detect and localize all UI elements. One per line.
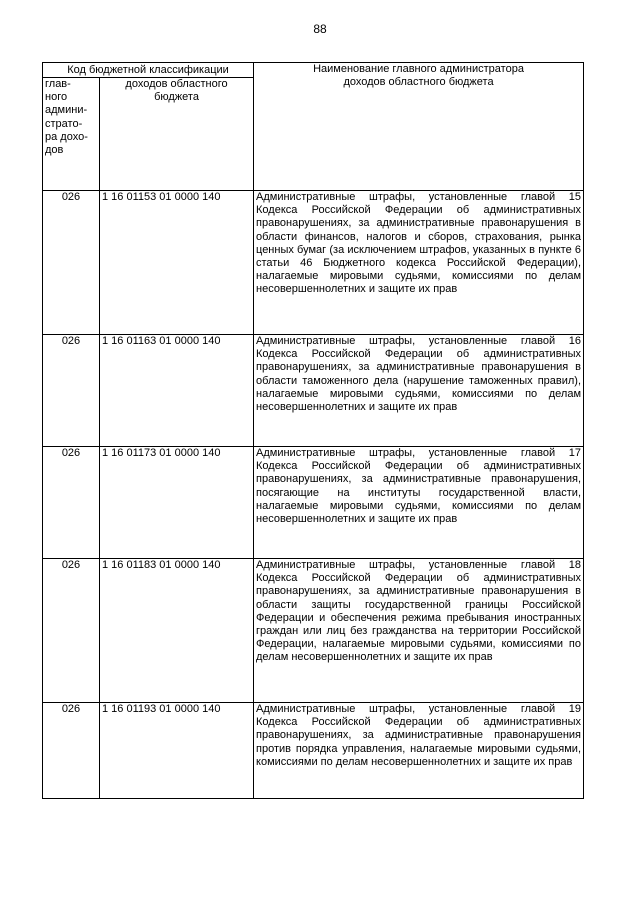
description-cell	[254, 335, 584, 447]
revenue-code-cell: 1 16 01183 01 0000 140	[100, 559, 254, 703]
description-text: Административные штрафы, установленные главой 17 Кодекса Российской Федерации об административных правонарушениях, за административные правонарушения, посягающие на институты государственной власти, налагаемые мировыми судьями, комиссиями по делам несовершеннолетних и защите их прав	[256, 447, 582, 526]
header-administrator-name-label: Наименование главного администратора доходов областного бюджета	[313, 63, 524, 89]
table-row	[43, 335, 584, 447]
table-row	[43, 703, 584, 799]
header-regional-budget-revenue	[100, 78, 254, 191]
table-row	[43, 191, 584, 335]
admin-code-cell: 026	[43, 191, 100, 335]
admin-code-cell: 026	[43, 559, 100, 703]
table-row	[43, 447, 584, 559]
page-number: 88	[313, 22, 327, 36]
description-text: Административные штрафы, установленные главой 18 Кодекса Российской Федерации об административных правонарушениях, за административные правонарушения в области защиты государственной границы Российской Федерации и обеспечения режима пребывания иностранных граждан или лиц без гражданства на территории Российской Федерации, налагаемые мировыми судьями, комиссиями по делам несовершеннолетних и защите их прав	[256, 559, 582, 664]
description-text: Административные штрафы, установленные главой 19 Кодекса Российской Федерации об административных правонарушениях, за административные правонарушения против порядка управления, налагаемые мировыми судьями, комиссиями по делам несовершеннолетних и защите их прав	[256, 703, 582, 768]
header-chief-administrator	[43, 78, 100, 191]
header-administrator-name	[254, 63, 584, 191]
admin-code-cell: 026	[43, 703, 100, 799]
description-text: Административные штрафы, установленные главой 15 Кодекса Российской Федерации об административных правонарушениях, за административные правонарушения в области финансов, налогов и сборов, страхования, рынка ценных бумаг (за исключением штрафов, указанных в пункте 6 статьи 46 Бюджетного кодекса Российской Федерации), налагаемые мировыми судьями, комиссиями по делам несовершеннолетних и защите их прав	[256, 191, 582, 296]
description-cell	[254, 447, 584, 559]
admin-code-cell: 026	[43, 447, 100, 559]
revenue-code-cell: 1 16 01153 01 0000 140	[100, 191, 254, 335]
admin-code-cell: 026	[43, 335, 100, 447]
description-cell	[254, 703, 584, 799]
description-cell	[254, 559, 584, 703]
revenue-code-cell: 1 16 01173 01 0000 140	[100, 447, 254, 559]
table-row	[43, 559, 584, 703]
revenue-code-cell: 1 16 01193 01 0000 140	[100, 703, 254, 799]
header-chief-administrator-label: глав- ного админи- страто- ра дохо- дов	[45, 78, 88, 157]
description-cell	[254, 191, 584, 335]
description-text: Административные штрафы, установленные главой 16 Кодекса Российской Федерации об административных правонарушениях, за административные правонарушения в области таможенного дела (нарушение таможенных правил), налагаемые мировыми судьями, комиссиями по делам несовершеннолетних и защите их прав	[256, 335, 582, 414]
header-regional-budget-revenue-label: доходов областного бюджета	[125, 78, 228, 104]
header-budget-classification-code: Код бюджетной классификации	[43, 63, 254, 78]
budget-classification-table	[42, 62, 584, 799]
header-row-group	[43, 63, 584, 78]
revenue-code-cell: 1 16 01163 01 0000 140	[100, 335, 254, 447]
